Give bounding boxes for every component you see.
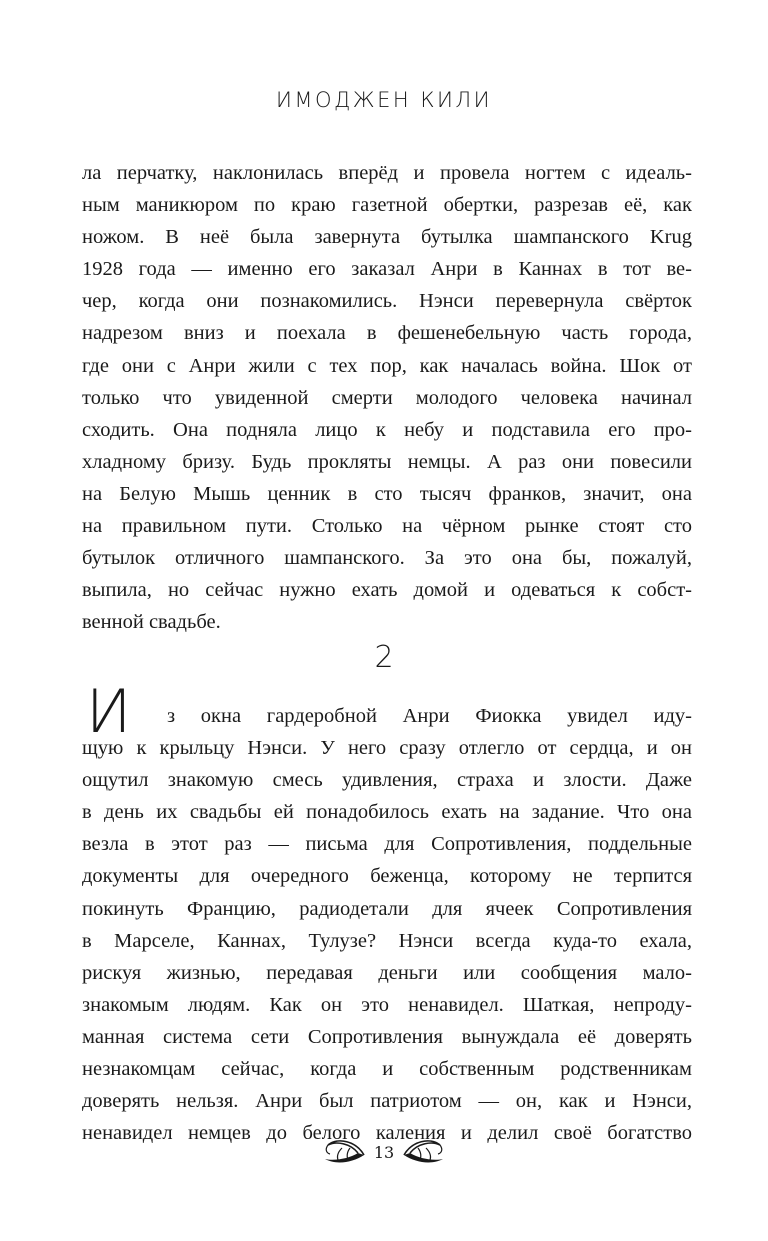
text-line: манная система сети Сопротивления вынуждала её доверять — [82, 1025, 692, 1048]
text-line: 1928 года — именно его заказал Анри в Каннах в тот ве- — [82, 258, 692, 281]
text-line: надрезом вниз и поехала в фешенебельную часть города, — [82, 322, 692, 345]
page-number: 13 — [373, 1142, 395, 1162]
text-line: щую к крыльцу Нэнси. У него сразу отлегло от сердца, и он — [82, 737, 692, 760]
text-line: выпила, но сейчас нужно ехать домой и одеваться к собст- — [82, 579, 692, 602]
text-line: на Белую Мышь ценник в сто тысяч франков, значит, она — [82, 482, 692, 505]
paragraph-1 — [82, 157, 692, 638]
folio — [0, 1132, 768, 1172]
text-line: в Марселе, Каннах, Тулузе? Нэнси всегда куда-то ехала, — [82, 929, 692, 952]
running-head: ИМОДЖЕН КИЛИ — [275, 88, 493, 112]
drop-cap: И — [86, 677, 132, 747]
text-line: где они с Анри жили с тех пор, как началась война. Шок от — [82, 354, 692, 377]
text-line: в день их свадьбы ей понадобилось ехать на задание. Что она — [82, 801, 692, 824]
text-line: ножом. В неё была завернута бутылка шампанского Krug — [82, 226, 692, 249]
text-line: доверять нельзя. Анри был патриотом — он, как и Нэнси, — [82, 1090, 692, 1113]
text-line: только что увиденной смерти молодого человека начинал — [82, 386, 692, 409]
text-line: венной свадьбе. — [82, 611, 221, 634]
text-line: покинуть Францию, радиодетали для ячеек Сопротивления — [82, 897, 692, 920]
text-line: рискуя жизнью, передавая деньги или сообщения мало- — [82, 961, 692, 984]
text-line: на правильном пути. Столько на чёрном рынке стоят сто — [82, 515, 692, 538]
left-ornament-icon — [322, 1135, 366, 1169]
chapter-number: 2 — [374, 640, 394, 675]
text-line: ла перчатку, наклонилась вперёд и провела ногтем с идеаль- — [82, 162, 692, 184]
paragraph-2 — [82, 700, 692, 1149]
text-line: бутылок отличного шампанского. За это она бы, пожалуй, — [82, 547, 692, 570]
text-line: документы для очередного беженца, которому не терпится — [82, 865, 692, 888]
text-line: знакомым людям. Как он это ненавидел. Шаткая, непроду- — [82, 993, 692, 1016]
text-line: везла в этот раз — письма для Сопротивления, поддельные — [82, 833, 692, 856]
text-line: чер, когда они познакомились. Нэнси перевернула свёрток — [82, 290, 692, 313]
text-line: з окна гардеробной Анри Фиокка увидел иду- — [167, 705, 692, 727]
text-line: сходить. Она подняла лицо к небу и подставила его про- — [82, 418, 692, 441]
text-line: хладному бризу. Будь прокляты немцы. А раз они повесили — [82, 450, 692, 473]
right-ornament-icon — [402, 1135, 446, 1169]
text-line: ным маникюром по краю газетной обертки, разрезав её, как — [82, 194, 692, 217]
text-line: ощутил знакомую смесь удивления, страха и злости. Даже — [82, 769, 692, 792]
text-line: незнакомцам сейчас, когда и собственным родственникам — [82, 1058, 692, 1081]
text-line: ненавидел немцев до белого каления и делил своё богатство — [82, 1122, 692, 1145]
